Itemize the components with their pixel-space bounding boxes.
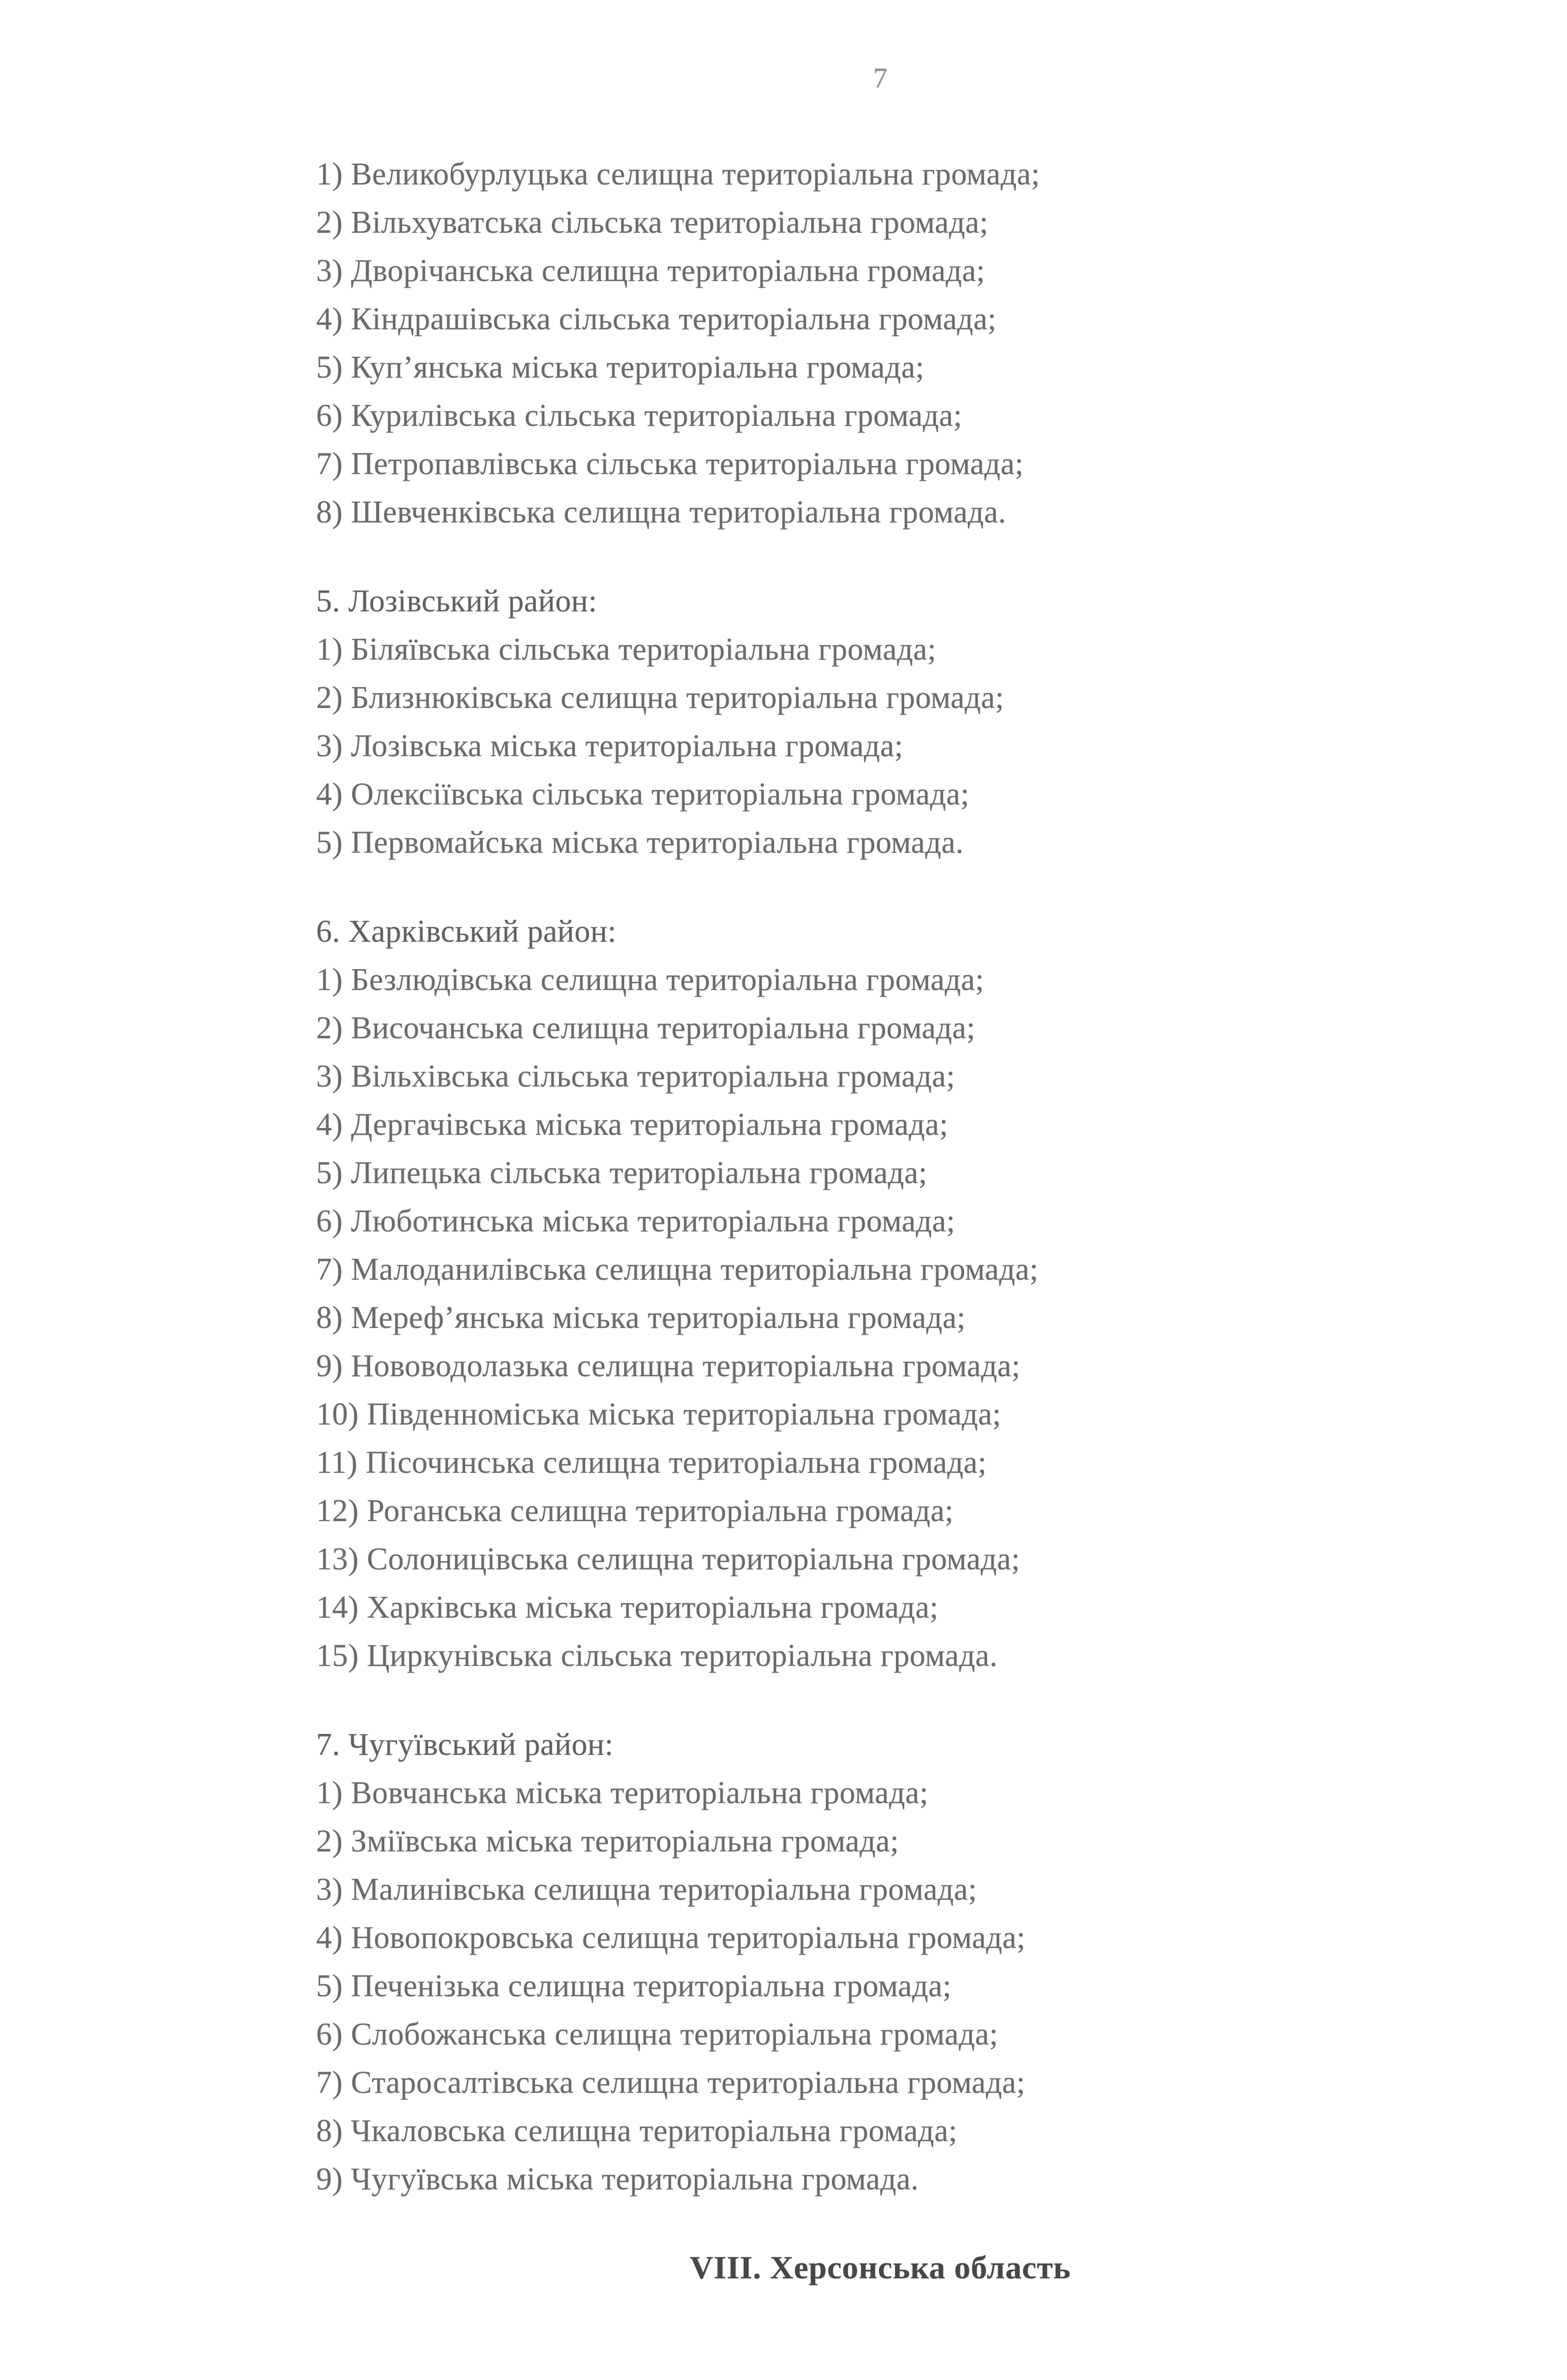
list-item: 4) Олексіївська сільська територіальна громада;	[316, 777, 970, 812]
list-item: 3) Малинівська селищна територіальна громада;	[316, 1872, 977, 1907]
list-item: 11) Пісочинська селищна територіальна громада;	[316, 1445, 987, 1480]
list-item: 9) Чугуївська міська територіальна громада.	[316, 2162, 919, 2197]
list-item: 4) Дергачівська міська територіальна громада;	[316, 1107, 948, 1142]
page-number: 7	[873, 63, 887, 94]
section-lozivskyi-raion	[316, 577, 1445, 867]
section-heading: 7. Чугуївський район:	[316, 1727, 614, 1762]
list-item: 8) Шевченківська селищна територіальна громада.	[316, 495, 1006, 530]
list-item: 10) Південноміська міська територіальна громада;	[316, 1397, 1001, 1432]
list-item: 7) Петропавлівська сільська територіальна громада;	[316, 447, 1024, 481]
list-item: 8) Мереф’янська міська територіальна громада;	[316, 1301, 966, 1335]
list-item: 1) Безлюдівська селищна територіальна громада;	[316, 963, 985, 997]
list-item: 6) Люботинська міська територіальна громада;	[316, 1204, 956, 1239]
list-item: 7) Старосалтівська селищна територіальна громада;	[316, 2065, 1026, 2100]
list-item: 5) Куп’янська міська територіальна громада;	[316, 350, 925, 385]
section-chuhuivskyi-raion	[316, 1721, 1445, 2204]
list-item: 4) Новопокровська селищна територіальна громада;	[316, 1921, 1026, 1955]
list-item: 9) Нововодолазька селищна територіальна громада;	[316, 1349, 1021, 1383]
list-item: 2) Близнюківська селищна територіальна громада;	[316, 681, 1004, 715]
list-item: 1) Великобурлуцька селищна територіальна громада;	[316, 157, 1040, 192]
list-item: 15) Циркунівська сільська територіальна громада.	[316, 1639, 998, 1673]
list-item: 3) Вільхівська сільська територіальна громада;	[316, 1059, 956, 1094]
list-item: 6) Слобожанська селищна територіальна громада;	[316, 2017, 998, 2052]
list-item: 2) Вільхуватська сільська територіальна громада;	[316, 205, 989, 240]
section-heading: 6. Харківський район:	[316, 914, 617, 949]
list-item: 12) Роганська селищна територіальна громада;	[316, 1494, 954, 1528]
list-item: 1) Біляївська сільська територіальна громада;	[316, 632, 937, 667]
list-item: 8) Чкаловська селищна територіальна громада;	[316, 2114, 958, 2148]
list-item: 5) Печенізька селищна територіальна громада;	[316, 1969, 952, 2003]
list-item: 1) Вовчанська міська територіальна громада;	[316, 1776, 929, 1810]
list-item: 13) Солоницівська селищна територіальна громада;	[316, 1542, 1020, 1577]
section-heading: 5. Лозівський район:	[316, 584, 598, 619]
list-item: 5) Липецька сільська територіальна громада;	[316, 1156, 928, 1190]
list-item: 14) Харківська міська територіальна громада;	[316, 1590, 939, 1625]
list-item: 3) Лозівська міська територіальна громада;	[316, 729, 904, 763]
list-item: 2) Височанська селищна територіальна громада;	[316, 1011, 975, 1045]
region-heading: VIII. Херсонська область	[690, 2249, 1071, 2285]
section-communities-continued	[316, 150, 1445, 537]
list-item: 5) Первомайська міська територіальна громада.	[316, 825, 964, 860]
list-item: 2) Зміївська міська територіальна громада;	[316, 1824, 899, 1859]
section-kharkivskyi-raion	[316, 908, 1445, 1680]
list-item: 7) Малоданилівська селищна територіальна громада;	[316, 1252, 1039, 1287]
document-content	[316, 150, 1445, 2292]
list-item: 6) Курилівська сільська територіальна громада;	[316, 398, 963, 433]
list-item: 4) Кіндрашівська сільська територіальна громада;	[316, 302, 997, 336]
list-item: 3) Дворічанська селищна територіальна громада;	[316, 254, 986, 288]
